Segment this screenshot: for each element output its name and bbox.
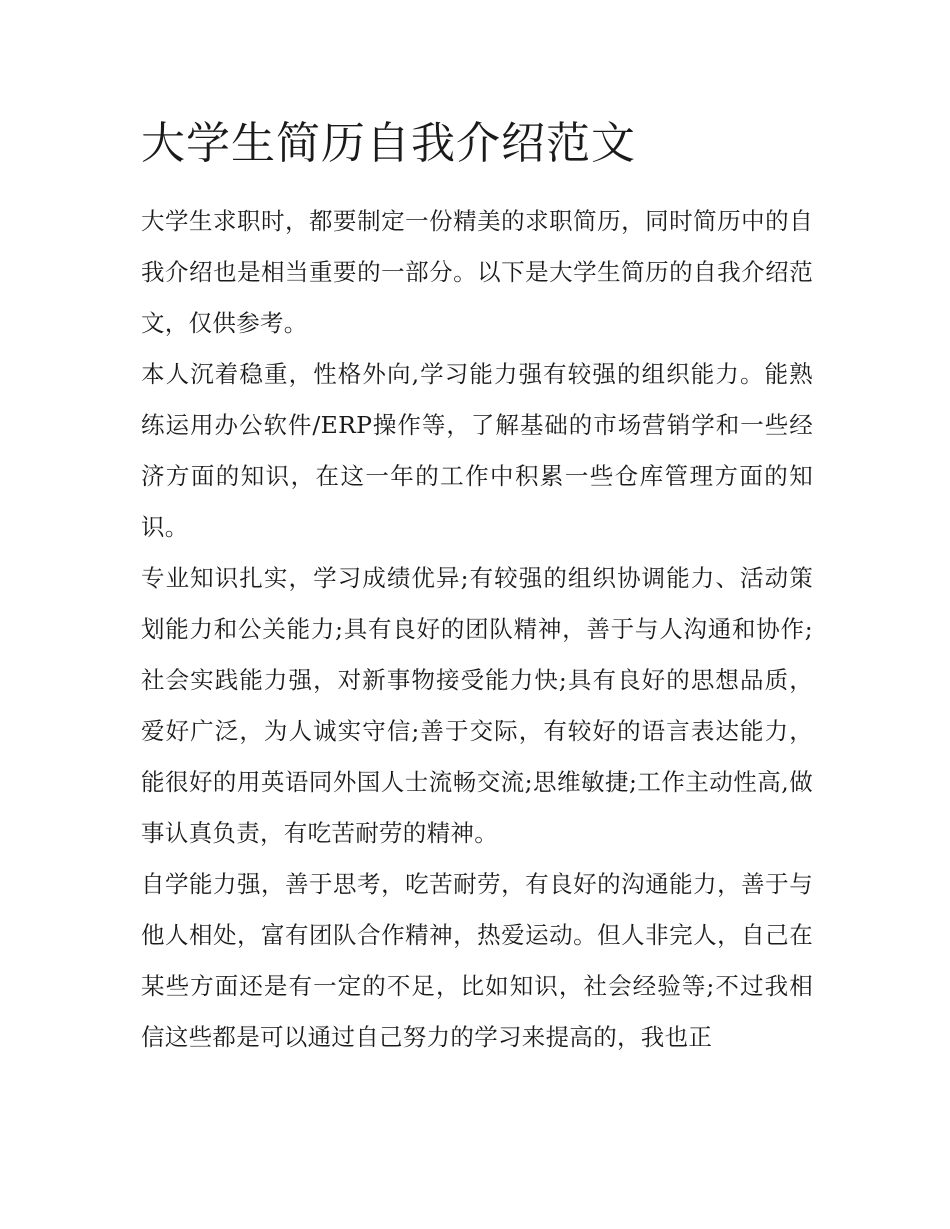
document-body — [141, 112, 813, 1063]
paragraph-intro: 大学生求职时，都要制定一份精美的求职简历，同时简历中的自我介绍也是相当重要的一部分。以下是大学生简历的自我介绍范文，仅供参考。 — [141, 207, 813, 337]
page-title: 大学生简历自我介绍范文 — [141, 118, 636, 169]
paragraph-skills: 专业知识扎实，学习成绩优异;有较强的组织协调能力、活动策划能力和公关能力;具有良好的团队精神，善于与人沟通和协作;社会实践能力强，对新事物接受能力快;具有良好的思想品质，爱好广泛，为人诚实守信;善于交际，有较好的语言表达能力，能很好的用英语同外国人士流畅交流;思维敏捷;工作主动性高,做事认真负责，有吃苦耐劳的精神。 — [141, 564, 813, 847]
paragraph-self-learning: 自学能力强，善于思考，吃苦耐劳，有良好的沟通能力，善于与他人相处，富有团队合作精神，热爱运动。但人非完人，自己在某些方面还是有一定的不足，比如知识，社会经验等;不过我相信这些都是可以通过自己努力的学习来提高的，我也正 — [141, 870, 813, 1051]
paragraph-personality: 本人沉着稳重，性格外向,学习能力强有较强的组织能力。能熟练运用办公软件/ERP操作等，了解基础的市场营销学和一些经济方面的知识，在这一年的工作中积累一些仓库管理方面的知识。 — [141, 360, 813, 541]
